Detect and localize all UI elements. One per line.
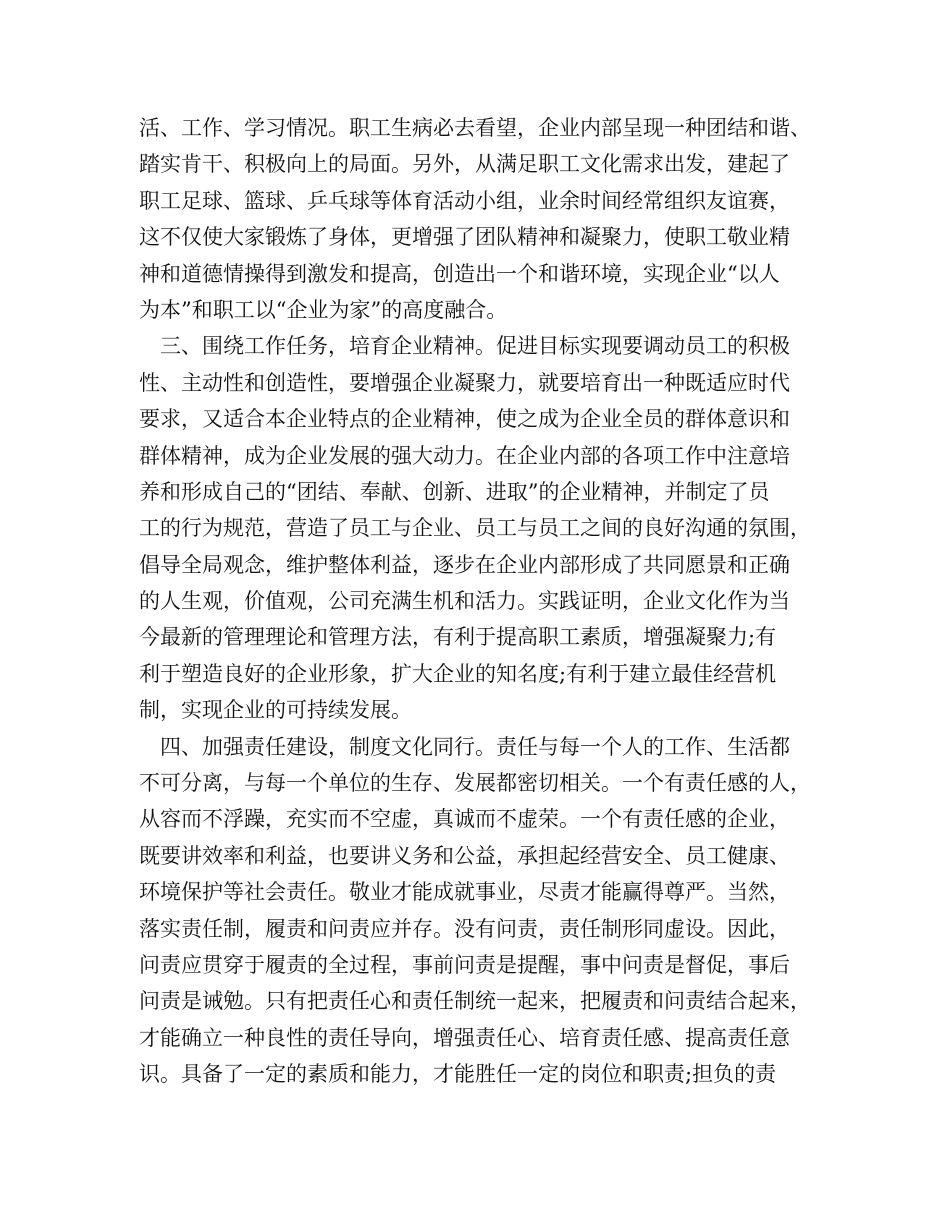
text-line: 性、主动性和创造性，要增强企业凝聚力，就要培育出一种既适应时代 [139,370,790,395]
text-line: 利于塑造良好的企业形象，扩大企业的知名度;有利于建立最佳经营机 [139,661,777,686]
text-line: 问责应贯穿于履责的全过程，事前问责是提醒，事中问责是督促，事后 [139,952,790,977]
text-line: 踏实肯干、积极向上的局面。另外，从满足职工文化需求出发，建起了 [139,152,790,177]
text-line: 才能确立一种良性的责任导向，增强责任心、培育责任感、提高责任意 [139,1025,790,1050]
section-four-first-line: 四、加强责任建设，制度文化同行。责任与每一个人的工作、生活都 [139,734,790,759]
text-line: 养和形成自己的“团结、奉献、创新、进取”的企业精神，并制定了员 [139,479,770,504]
section-three-first-line: 三、围绕工作任务，培育企业精神。促进目标实现要调动员工的积极 [139,334,790,359]
text-line: 既要讲效率和利益，也要讲义务和公益，承担起经营安全、员工健康、 [139,843,790,868]
text-line: 制，实现企业的可持续发展。 [139,698,412,723]
text-line: 为本”和职工以“企业为家”的高度融合。 [139,297,508,322]
text-line: 工的行为规范，营造了员工与企业、员工与员工之间的良好沟通的氛围， [139,516,811,541]
text-line: 落实责任制，履责和问责应并存。没有问责，责任制形同虚设。因此， [139,916,790,941]
text-line: 今最新的管理理论和管理方法，有利于提高职工素质，增强凝聚力;有 [139,625,777,650]
text-line: 职工足球、篮球、乒乓球等体育活动小组，业余时间经常组织友谊赛， [139,188,790,213]
text-line: 的人生观，价值观，公司充满生机和活力。实践证明，企业文化作为当 [139,589,790,614]
text-line: 这不仅使大家锻炼了身体，更增强了团队精神和凝聚力，使职工敬业精 [139,225,790,250]
text-line: 神和道德情操得到激发和提高，创造出一个和谐环境，实现企业“以人 [139,261,780,286]
text-line: 环境保护等社会责任。敬业才能成就事业，尽责才能赢得尊严。当然， [139,880,790,905]
text-line: 活、工作、学习情况。职工生病必去看望，企业内部呈现一种团结和谐、 [139,116,811,140]
text-line: 倡导全局观念，维护整体利益，逐步在企业内部形成了共同愿景和正确 [139,552,790,577]
text-line: 不可分离，与每一个单位的生存、发展都密切相关。一个有责任感的人， [139,771,811,796]
text-line: 从容而不浮躁，充实而不空虚，真诚而不虚荣。一个有责任感的企业， [139,807,790,832]
text-line: 问责是诫勉。只有把责任心和责任制统一起来，把履责和问责结合起来， [139,989,811,1014]
text-line: 群体精神，成为企业发展的强大动力。在企业内部的各项工作中注意培 [139,443,790,468]
text-line: 识。具备了一定的素质和能力，才能胜任一定的岗位和职责;担负的责 [139,1062,777,1087]
text-line: 要求，又适合本企业特点的企业精神，使之成为企业全员的群体意识和 [139,407,790,432]
body-text [139,110,829,1093]
